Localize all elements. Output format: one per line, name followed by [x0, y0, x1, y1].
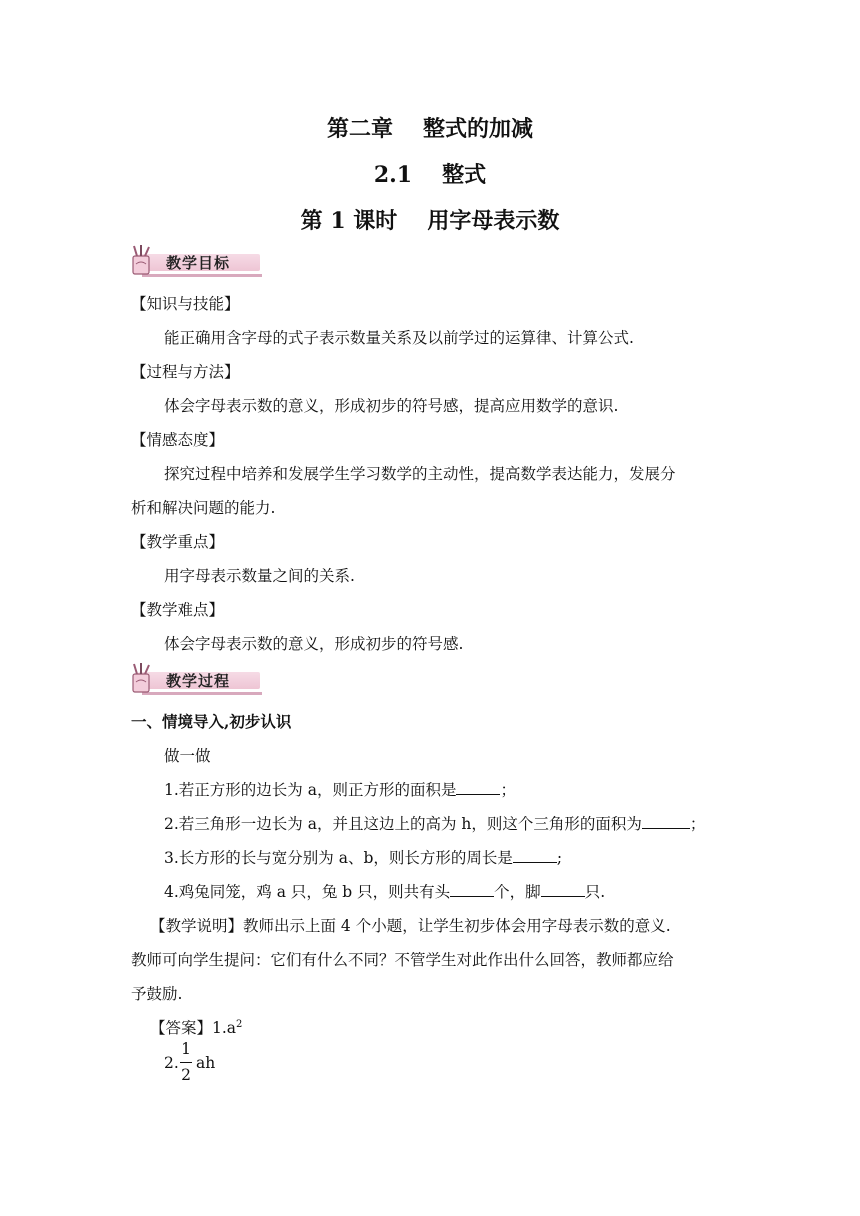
- section1-heading: 一、情境导入,初步认识: [131, 712, 292, 731]
- question-4-mid: 个，脚: [494, 883, 541, 901]
- answer-2-prefix: 2.: [164, 1054, 179, 1072]
- process-heading: 【过程与方法】: [131, 363, 240, 381]
- chapter-title: [0, 112, 860, 143]
- process-text: 体会字母表示数的意义，形成初步的符号感，提高应用数学的意识.: [164, 397, 619, 415]
- answer-blank: [450, 882, 494, 897]
- section-name: 整式: [442, 162, 487, 188]
- answer-blank: [513, 848, 557, 863]
- emotion-text-2: 析和解决问题的能力.: [131, 499, 276, 517]
- process-banner: [128, 662, 262, 696]
- fraction-numerator: 1: [181, 1040, 191, 1058]
- question-1: [164, 778, 516, 800]
- question-2: [164, 812, 705, 834]
- answer-blank: [541, 882, 585, 897]
- goals-banner-label: 教学目标: [166, 254, 231, 272]
- chapter-name: 整式的加减: [423, 116, 534, 142]
- lesson-number: 第 1 课时: [300, 208, 398, 234]
- fraction-denominator: 2: [181, 1066, 191, 1084]
- question-1-end: ；: [500, 781, 516, 799]
- process-banner-label: 教学过程: [166, 672, 231, 690]
- goals-banner: [128, 244, 262, 278]
- question-3: [164, 846, 562, 868]
- question-2-text: 2.若三角形一边长为 a，并且这边上的高为 h，则这个三角形的面积为: [164, 815, 642, 833]
- difficulty-text: 体会字母表示数的意义，形成初步的符号感.: [164, 635, 464, 653]
- lesson-title: [0, 204, 860, 235]
- answer-blank: [642, 814, 690, 829]
- answer-blank: [456, 780, 500, 795]
- key-text: 用字母表示数量之间的关系.: [164, 567, 355, 585]
- answer-1-text: 1.a: [212, 1019, 237, 1037]
- difficulty-heading: 【教学难点】: [131, 601, 225, 619]
- doit-label: 做一做: [164, 747, 211, 765]
- answer-1: [150, 1016, 242, 1038]
- question-3-end: ;: [556, 849, 563, 867]
- lesson-name: 用字母表示数: [427, 208, 560, 234]
- knowledge-heading: 【知识与技能】: [131, 295, 240, 313]
- pencil-cup-icon: [128, 244, 160, 276]
- question-1-text: 1.若正方形的边长为 a，则正方形的面积是: [164, 781, 457, 799]
- answer-1-exponent: 2: [236, 1018, 243, 1030]
- chapter-number: 第二章: [326, 116, 393, 142]
- teaching-note-1: 【教学说明】教师出示上面 4 个小题，让学生初步体会用字母表示数的意义.: [150, 917, 671, 935]
- emotion-text-1: 探究过程中培养和发展学生学习数学的主动性，提高数学表达能力，发展分: [164, 465, 676, 483]
- question-4-text: 4.鸡兔同笼，鸡 a 只，兔 b 只，则共有头: [164, 883, 451, 901]
- question-2-end: ；: [689, 815, 706, 833]
- question-4-end: 只.: [584, 883, 606, 901]
- section-title: [0, 158, 860, 189]
- teaching-note-2: 教师可向学生提问：它们有什么不同？不管学生对此作出什么回答，教师都应给: [131, 951, 674, 969]
- fraction-bar: [180, 1062, 192, 1063]
- knowledge-text: 能正确用含字母的式子表示数量关系及以前学过的运算律、计算公式.: [164, 329, 634, 347]
- key-heading: 【教学重点】: [131, 533, 225, 551]
- question-3-text: 3.长方形的长与宽分别为 a、b，则长方形的周长是: [164, 849, 513, 867]
- section-number: 2.1: [373, 162, 413, 188]
- answer-heading: 【答案】: [150, 1019, 213, 1037]
- answer-2-suffix: ah: [196, 1054, 216, 1072]
- question-4: [164, 880, 605, 902]
- teaching-note-3: 予鼓励.: [131, 985, 183, 1003]
- pencil-cup-icon: [128, 662, 160, 694]
- emotion-heading: 【情感态度】: [131, 431, 225, 449]
